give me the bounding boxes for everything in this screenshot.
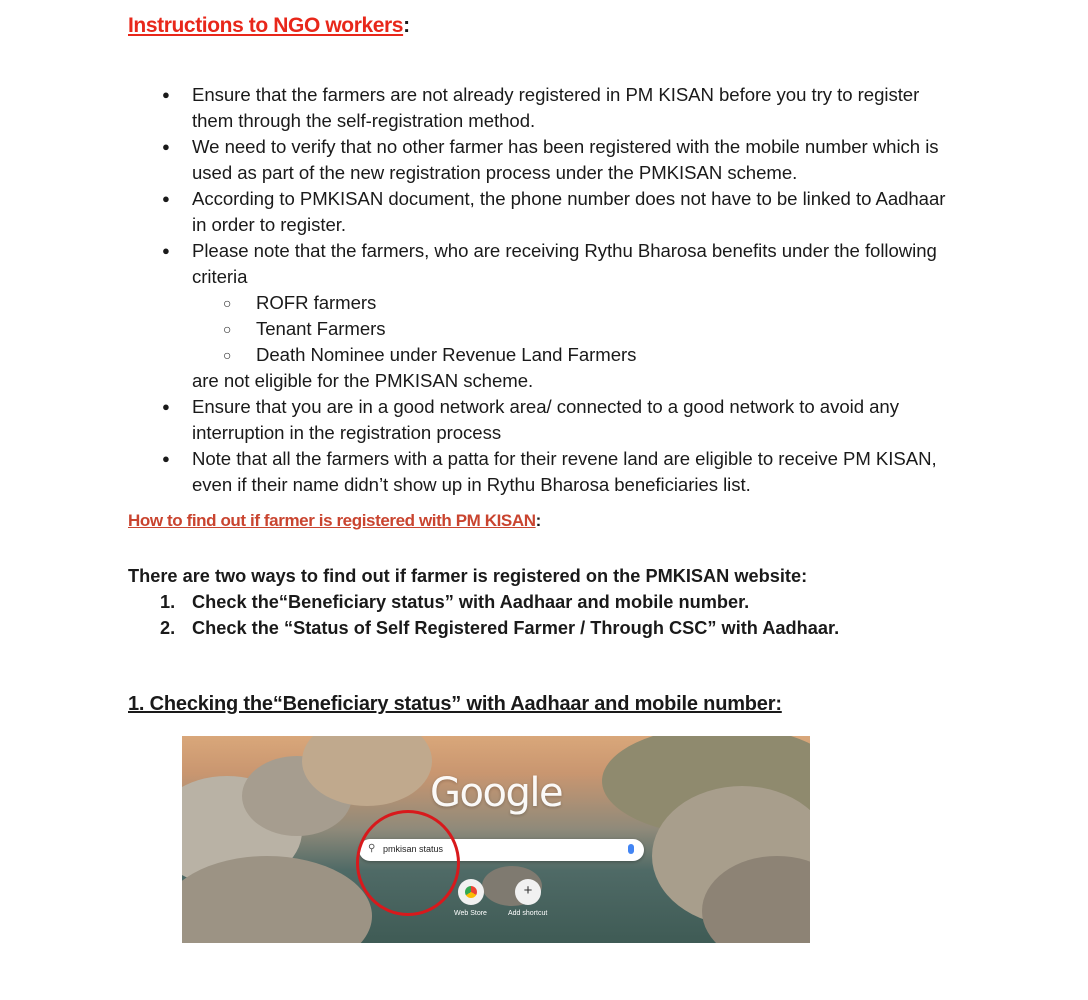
bullet-item: ● Ensure that the farmers are not already registered in PM KISAN before you try to register them through the self-registration method. xyxy=(128,82,958,134)
way-text: Check the“Beneficiary status” with Aadhaar and mobile number. xyxy=(192,592,750,612)
google-logo: Google xyxy=(430,770,563,816)
way-item xyxy=(128,615,839,641)
instructions-title: Instructions to NGO workers xyxy=(128,14,404,37)
highlight-circle xyxy=(356,810,460,916)
criteria-outro: are not eligible for the PMKISAN scheme. xyxy=(192,370,534,391)
plus-icon: + xyxy=(523,882,533,899)
find-out-colon: : xyxy=(535,511,542,530)
search-query: pmkisan status xyxy=(383,844,444,854)
google-homepage-screenshot xyxy=(182,736,810,943)
way-text: Check the “Status of Self Registered Farmer / Through CSC” with Aadhaar. xyxy=(192,618,840,638)
add-shortcut-label: Add shortcut xyxy=(508,910,548,917)
way-number: 2. xyxy=(160,618,176,638)
add-shortcut-button[interactable] xyxy=(515,879,541,905)
bullet-item: ● Note that all the farmers with a patta for their revene land are eligible to receive PM KISAN, even if their name didn’t show up in Rythu Bharosa beneficiaries list. xyxy=(128,446,958,498)
criteria-list xyxy=(192,290,958,368)
instructions-list xyxy=(128,82,958,498)
section1-heading: 1. Checking the“Beneficiary status” with Aadhaar and mobile number: xyxy=(128,693,782,715)
instructions-heading xyxy=(128,14,410,38)
criteria-item: ○ Tenant Farmers xyxy=(192,316,958,342)
find-out-title: How to find out if farmer is registered with PM KISAN xyxy=(128,511,536,530)
bullet-item: ● According to PMKISAN document, the phone number does not have to be linked to Aadhaar in order to register. xyxy=(128,186,958,238)
ways-list xyxy=(128,589,839,641)
bullet-item: ● Ensure that you are in a good network area/ connected to a good network to avoid any interruption in the registration process xyxy=(128,394,958,446)
bullet-item-criteria xyxy=(128,238,958,394)
way-number: 1. xyxy=(160,592,176,612)
web-store-shortcut[interactable] xyxy=(458,879,484,905)
web-store-label: Web Store xyxy=(454,910,487,917)
search-icon: ⚲ xyxy=(368,843,376,854)
criteria-item: ○ ROFR farmers xyxy=(192,290,958,316)
ways-intro: There are two ways to find out if farmer is registered on the PMKISAN website: xyxy=(128,566,808,586)
rock-shape xyxy=(182,856,372,943)
way-item xyxy=(128,589,839,615)
criteria-intro: Please note that the farmers, who are receiving Rythu Bharosa benefits under the following criteria xyxy=(192,240,937,287)
find-out-heading xyxy=(128,511,541,531)
microphone-icon[interactable] xyxy=(628,844,634,854)
bullet-item: ● We need to verify that no other farmer has been registered with the mobile number which is used as part of the new registration process under the PMKISAN scheme. xyxy=(128,134,958,186)
criteria-item: ○ Death Nominee under Revenue Land Farmers xyxy=(192,342,958,368)
instructions-colon: : xyxy=(403,14,411,37)
